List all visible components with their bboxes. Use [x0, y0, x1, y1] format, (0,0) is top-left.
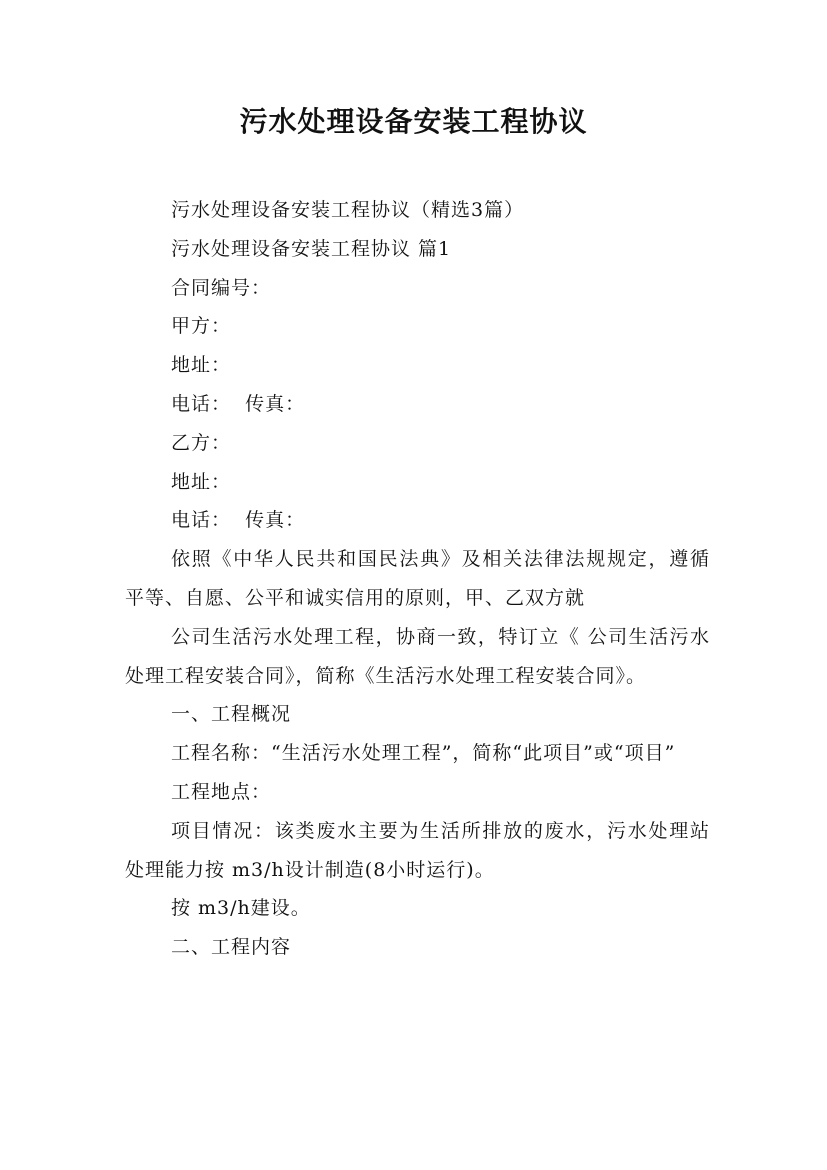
preamble-paragraph: 依照《中华人民共和国民法典》及相关法律法规规定，遵循平等、自愿、公平和诚实信用的原则，甲、乙双方就: [125, 548, 710, 609]
agreement-paragraph: 公司生活污水处理工程，协商一致，特订立《 公司生活污水处理工程安装合同》，简称《生活污水处理工程安装合同》。: [125, 625, 710, 687]
party-a-field: 甲方：: [171, 315, 232, 338]
document-body: [125, 191, 710, 967]
section-one-heading: 一、工程概况: [171, 703, 292, 726]
project-name-paragraph: 工程名称：“生活污水处理工程”，简称“此项目”或“项目”: [171, 742, 676, 765]
contract-number-field: 合同编号：: [171, 276, 272, 299]
construction-capacity-line: 按 m3/h建设。: [171, 897, 311, 920]
party-b-phone-fax-field: 电话： 传真：: [171, 509, 306, 532]
party-a-phone-fax-field: 电话： 传真：: [171, 392, 306, 415]
section-heading: 污水处理设备安装工程协议 篇1: [171, 237, 452, 260]
document-title: 污水处理设备安装工程协议: [239, 105, 588, 138]
party-b-field: 乙方：: [171, 431, 232, 454]
section-two-heading: 二、工程内容: [171, 936, 292, 959]
subtitle-line: 污水处理设备安装工程协议（精选3篇）: [171, 199, 525, 221]
project-situation-paragraph: 项目情况：该类废水主要为生活所排放的废水，污水处理站处理能力按 m3/h设计制造(8小时运行)。: [125, 819, 710, 881]
party-a-address-field: 地址：: [171, 354, 232, 377]
party-b-address-field: 地址：: [171, 470, 232, 493]
project-location-field: 工程地点：: [171, 780, 272, 803]
